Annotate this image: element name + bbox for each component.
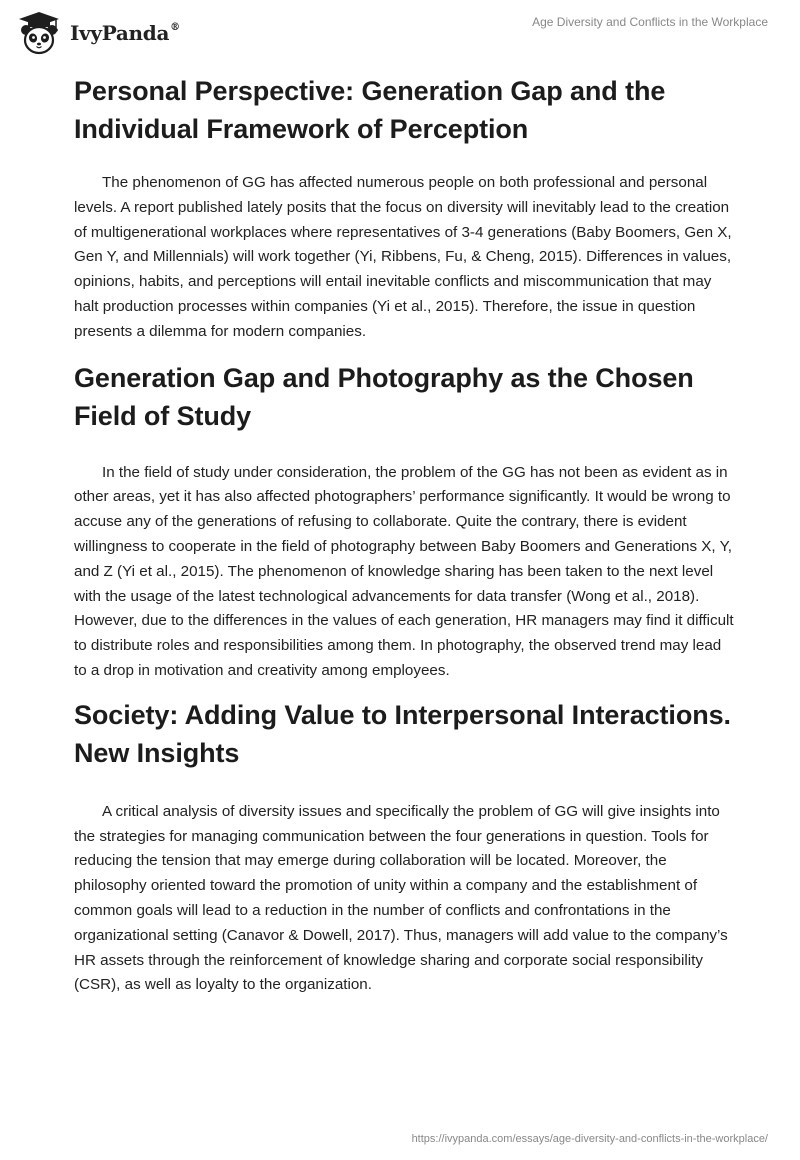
article-body bbox=[74, 72, 734, 998]
section-paragraph: In the field of study under consideration, the problem of the GG has not been as evident as in other areas, yet it has also affected photographers’ performance significantly. It would be wrong to accuse any of the generations of refusing to collaborate. Quite the contrary, there is evident willingness to cooperate in the field of photography between Baby Boomers and Generations X, Y, and Z (Yi et al., 2015). The phenomenon of knowledge sharing has been taken to the next level with the usage of the latest technological advancements for data transfer (Wong et al., 2018). However, due to the differences in the values of each generation, HR managers may find it difficult to distribute roles and responsibilities among them. In photography, the observed trend may lead to a drop in motivation and creativity among employees. bbox=[74, 463, 734, 679]
brand-name: IvyPanda® bbox=[70, 21, 180, 45]
section-paragraph: The phenomenon of GG has affected numerous people on both professional and personal levels. A report published lately posits that the focus on diversity will inevitably lead to the creation of multigenerational workplaces where representatives of 3-4 generations (Baby Boomers, Gen X, Gen Y, and Millennials) will work together (Yi, Ribbens, Fu, & Cheng, 2015). Differences in values, opinions, habits, and perceptions will entail inevitable conflicts and miscommunication that may halt production processes within companies (Yi et al., 2015). Therefore, the issue in question presents a dilemma for modern companies. bbox=[74, 174, 732, 340]
brand-logo[interactable] bbox=[14, 8, 180, 58]
panda-graduate-icon bbox=[14, 8, 64, 58]
section-heading: Generation Gap and Photography as the Chosen Field of Study bbox=[74, 362, 694, 431]
section-heading: Society: Adding Value to Interpersonal Interactions. New Insights bbox=[74, 699, 731, 768]
section-paragraph: A critical analysis of diversity issues and specifically the problem of GG will give insights into the strategies for managing communication between the four generations in question. Tools for reducing the tension that may emerge during collaboration will be located. Moreover, the philosophy oriented toward the promotion of unity within a company and the establishment of common goals will lead to a reduction in the number of conflicts and confrontations in the organizational setting (Canavor & Dowell, 2017). Thus, managers will add value to the company’s HR assets through the reinforcement of knowledge sharing and corporate social responsibility (CSR), as well as loyalty to the organization. bbox=[74, 802, 728, 994]
document-title: Age Diversity and Conflicts in the Workplace bbox=[532, 15, 768, 29]
section-heading: Personal Perspective: Generation Gap and the Individual Framework of Perception bbox=[74, 76, 666, 144]
page-header bbox=[0, 0, 800, 64]
source-url-link[interactable]: https://ivypanda.com/essays/age-diversity-and-conflicts-in-the-workplace/ bbox=[411, 1133, 768, 1145]
